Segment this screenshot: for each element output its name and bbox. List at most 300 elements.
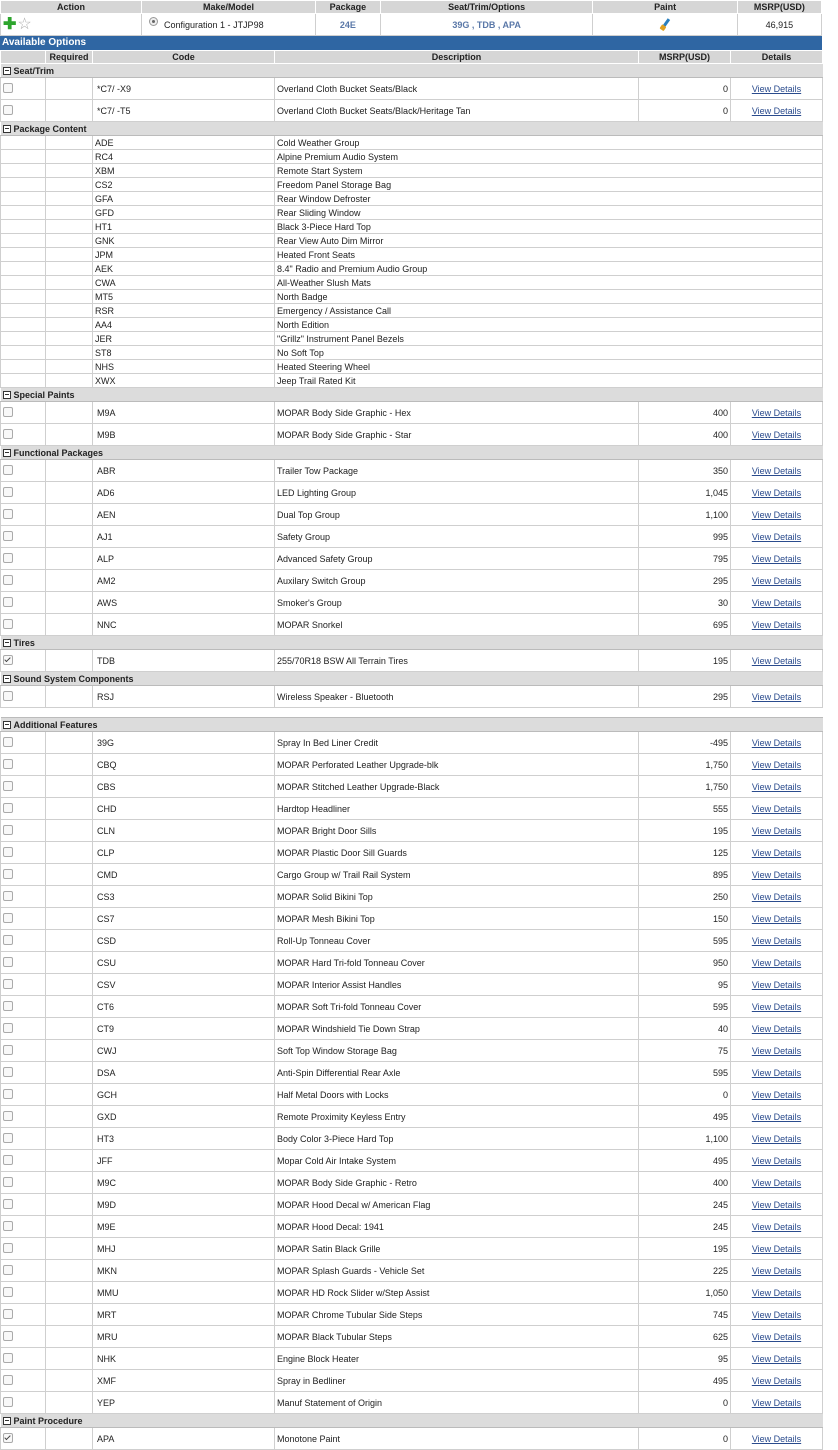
option-code: MT5 [93, 290, 275, 304]
option-description: Freedom Panel Storage Bag [275, 178, 823, 192]
view-details-link[interactable]: View Details [731, 820, 823, 842]
view-details-link[interactable]: View Details [731, 732, 823, 754]
select-cell [1, 886, 46, 908]
total-msrp: 46,915 [737, 14, 821, 36]
package-content-row [1, 290, 823, 304]
option-checkbox[interactable] [3, 553, 13, 563]
view-details-link[interactable]: View Details [731, 78, 823, 100]
option-checkbox[interactable] [3, 825, 13, 835]
option-code: MRT [93, 1304, 275, 1326]
select-cell [1, 776, 46, 798]
option-description: Remote Start System [275, 164, 823, 178]
option-checkbox[interactable] [3, 1001, 13, 1011]
select-cell [1, 650, 46, 672]
required-cell [46, 952, 93, 974]
required-cell [46, 974, 93, 996]
required-cell [46, 842, 93, 864]
view-details-link[interactable]: View Details [731, 570, 823, 592]
option-msrp: 250 [639, 886, 731, 908]
required-cell [46, 820, 93, 842]
section-label: Special Paints [13, 389, 75, 400]
option-description: MOPAR Windshield Tie Down Strap [275, 1018, 639, 1040]
view-details-link[interactable]: View Details [731, 864, 823, 886]
empty-cell [1, 346, 46, 360]
required-cell [46, 192, 93, 206]
view-details-link[interactable]: View Details [731, 930, 823, 952]
section-label: Additional Features [13, 719, 98, 730]
option-msrp: 495 [639, 1106, 731, 1128]
option-code: TDB [93, 650, 275, 672]
view-details-link[interactable]: View Details [731, 1084, 823, 1106]
option-msrp: 150 [639, 908, 731, 930]
option-description: Anti-Spin Differential Rear Axle [275, 1062, 639, 1084]
option-description: No Soft Top [275, 346, 823, 360]
option-checkbox[interactable] [3, 759, 13, 769]
option-checkbox[interactable] [3, 655, 13, 665]
option-checkbox[interactable] [3, 429, 13, 439]
required-cell [46, 864, 93, 886]
option-checkbox[interactable] [3, 1111, 13, 1121]
option-msrp: 1,050 [639, 1282, 731, 1304]
option-checkbox[interactable] [3, 1133, 13, 1143]
option-code: AA4 [93, 318, 275, 332]
section-title[interactable] [1, 64, 823, 78]
option-description: 255/70R18 BSW All Terrain Tires [275, 650, 639, 672]
option-description: MOPAR Interior Assist Handles [275, 974, 639, 996]
view-details-link[interactable]: View Details [731, 886, 823, 908]
option-description: Overland Cloth Bucket Seats/Black/Heritage Tan [275, 100, 639, 122]
view-details-link[interactable]: View Details [731, 1238, 823, 1260]
view-details-link[interactable]: View Details [731, 1194, 823, 1216]
option-description: Smoker's Group [275, 592, 639, 614]
view-details-link[interactable]: View Details [731, 754, 823, 776]
option-msrp: 1,100 [639, 1128, 731, 1150]
option-msrp: 400 [639, 424, 731, 446]
required-cell [46, 1260, 93, 1282]
option-description: MOPAR Body Side Graphic - Retro [275, 1172, 639, 1194]
option-msrp: 695 [639, 614, 731, 636]
option-checkbox[interactable] [3, 869, 13, 879]
collapse-icon[interactable] [3, 391, 11, 399]
section-header-seat_trim[interactable] [1, 64, 823, 78]
required-cell [46, 234, 93, 248]
option-checkbox[interactable] [3, 1309, 13, 1319]
section-title[interactable] [1, 446, 823, 460]
select-cell [1, 1326, 46, 1348]
option-checkbox[interactable] [3, 1243, 13, 1253]
view-details-link[interactable]: View Details [731, 100, 823, 122]
view-details-link[interactable]: View Details [731, 1040, 823, 1062]
option-description: Wireless Speaker - Bluetooth [275, 686, 639, 708]
option-description: Engine Block Heater [275, 1348, 639, 1370]
option-checkbox[interactable] [3, 407, 13, 417]
section-header-functional_packages[interactable] [1, 446, 823, 460]
option-description: North Badge [275, 290, 823, 304]
option-msrp: 1,045 [639, 482, 731, 504]
view-details-link[interactable]: View Details [731, 908, 823, 930]
required-cell [46, 150, 93, 164]
empty-cell [1, 290, 46, 304]
action-cell [1, 14, 142, 36]
option-msrp: 495 [639, 1370, 731, 1392]
option-code: RSJ [93, 686, 275, 708]
required-cell [46, 1150, 93, 1172]
option-description: Hardtop Headliner [275, 798, 639, 820]
required-cell [46, 374, 93, 388]
option-row [1, 732, 823, 754]
view-details-link[interactable]: View Details [731, 460, 823, 482]
package-content-row [1, 136, 823, 150]
view-details-link[interactable]: View Details [731, 482, 823, 504]
option-description: Mopar Cold Air Intake System [275, 1150, 639, 1172]
option-code: NHS [93, 360, 275, 374]
option-checkbox[interactable] [3, 1265, 13, 1275]
option-checkbox[interactable] [3, 979, 13, 989]
option-checkbox[interactable] [3, 105, 13, 115]
required-cell [46, 460, 93, 482]
required-cell [46, 754, 93, 776]
option-checkbox[interactable] [3, 1067, 13, 1077]
option-row [1, 504, 823, 526]
required-cell [46, 776, 93, 798]
option-row [1, 1084, 823, 1106]
option-row [1, 864, 823, 886]
option-description: Alpine Premium Audio System [275, 150, 823, 164]
view-details-link[interactable]: View Details [731, 1106, 823, 1128]
section-header-paint_procedure[interactable] [1, 1414, 823, 1428]
section-header-package_content[interactable] [1, 122, 823, 136]
selected-options: 39G , TDB , APA [380, 14, 593, 36]
option-code: M9D [93, 1194, 275, 1216]
empty-cell [1, 332, 46, 346]
option-description: MOPAR Mesh Bikini Top [275, 908, 639, 930]
collapse-icon[interactable] [3, 1417, 11, 1425]
required-cell [46, 424, 93, 446]
option-row [1, 526, 823, 548]
option-code: DSA [93, 1062, 275, 1084]
view-details-link[interactable]: View Details [731, 1128, 823, 1150]
empty-cell [1, 374, 46, 388]
option-code: XWX [93, 374, 275, 388]
view-details-link[interactable]: View Details [731, 1304, 823, 1326]
option-description: Trailer Tow Package [275, 460, 639, 482]
view-details-link[interactable]: View Details [731, 1370, 823, 1392]
option-checkbox[interactable] [3, 1433, 13, 1443]
option-checkbox[interactable] [3, 531, 13, 541]
option-checkbox[interactable] [3, 935, 13, 945]
option-checkbox[interactable] [3, 575, 13, 585]
view-details-link[interactable]: View Details [731, 1326, 823, 1348]
section-title[interactable] [1, 672, 823, 686]
view-details-link[interactable]: View Details [731, 1428, 823, 1450]
view-details-link[interactable]: View Details [731, 526, 823, 548]
view-details-link[interactable]: View Details [731, 1062, 823, 1084]
empty-cell [1, 276, 46, 290]
option-description: 8.4" Radio and Premium Audio Group [275, 262, 823, 276]
collapse-icon[interactable] [3, 67, 11, 75]
empty-cell [1, 178, 46, 192]
select-cell [1, 78, 46, 100]
select-cell [1, 908, 46, 930]
select-cell [1, 686, 46, 708]
option-code: XMF [93, 1370, 275, 1392]
view-details-link[interactable]: View Details [731, 1172, 823, 1194]
view-details-link[interactable]: View Details [731, 402, 823, 424]
select-cell [1, 996, 46, 1018]
package-content-row [1, 248, 823, 262]
option-checkbox[interactable] [3, 957, 13, 967]
section-label: Functional Packages [13, 447, 104, 458]
option-code: *C7/ -T5 [93, 100, 275, 122]
option-description: Heated Front Seats [275, 248, 823, 262]
view-details-link[interactable]: View Details [731, 974, 823, 996]
option-code: AM2 [93, 570, 275, 592]
view-details-link[interactable]: View Details [731, 996, 823, 1018]
collapse-icon[interactable] [3, 675, 11, 683]
option-msrp: 195 [639, 650, 731, 672]
option-code: RSR [93, 304, 275, 318]
col-msrp: MSRP(USD) [737, 1, 821, 14]
package-content-row [1, 318, 823, 332]
option-row [1, 930, 823, 952]
option-msrp: 895 [639, 864, 731, 886]
empty-cell [1, 192, 46, 206]
col-details: Details [731, 51, 823, 64]
option-checkbox[interactable] [3, 1353, 13, 1363]
option-code: AEN [93, 504, 275, 526]
option-description: MOPAR Stitched Leather Upgrade-Black [275, 776, 639, 798]
view-details-link[interactable]: View Details [731, 798, 823, 820]
option-checkbox[interactable] [3, 847, 13, 857]
option-msrp: 295 [639, 570, 731, 592]
collapse-icon[interactable] [3, 449, 11, 457]
option-checkbox[interactable] [3, 83, 13, 93]
section-label: Tires [13, 637, 35, 648]
option-msrp: 595 [639, 1062, 731, 1084]
select-cell [1, 1084, 46, 1106]
option-description: Rear View Auto Dim Mirror [275, 234, 823, 248]
section-header-additional[interactable] [1, 718, 823, 732]
option-checkbox[interactable] [3, 691, 13, 701]
select-cell [1, 526, 46, 548]
required-cell [46, 360, 93, 374]
required-cell [46, 886, 93, 908]
option-msrp: 1,750 [639, 776, 731, 798]
option-checkbox[interactable] [3, 1287, 13, 1297]
view-details-link[interactable]: View Details [731, 1392, 823, 1414]
view-details-link[interactable]: View Details [731, 650, 823, 672]
option-msrp: 625 [639, 1326, 731, 1348]
config-radio[interactable] [149, 17, 158, 26]
select-cell [1, 1106, 46, 1128]
required-cell [46, 276, 93, 290]
view-details-link[interactable]: View Details [731, 1018, 823, 1040]
option-checkbox[interactable] [3, 1089, 13, 1099]
option-msrp: 245 [639, 1194, 731, 1216]
required-cell [46, 304, 93, 318]
option-msrp: 195 [639, 1238, 731, 1260]
option-code: XBM [93, 164, 275, 178]
select-cell [1, 754, 46, 776]
option-checkbox[interactable] [3, 781, 13, 791]
empty-cell [1, 318, 46, 332]
option-row [1, 548, 823, 570]
option-description: Safety Group [275, 526, 639, 548]
required-cell [46, 686, 93, 708]
option-checkbox[interactable] [3, 913, 13, 923]
option-checkbox[interactable] [3, 1023, 13, 1033]
view-details-link[interactable]: View Details [731, 1348, 823, 1370]
option-row [1, 908, 823, 930]
config-label: Configuration 1 - [164, 20, 231, 30]
option-row [1, 1348, 823, 1370]
option-checkbox[interactable] [3, 1221, 13, 1231]
empty-cell [1, 234, 46, 248]
select-cell [1, 798, 46, 820]
select-cell [1, 1018, 46, 1040]
option-checkbox[interactable] [3, 1375, 13, 1385]
option-checkbox[interactable] [3, 737, 13, 747]
view-details-link[interactable]: View Details [731, 1216, 823, 1238]
collapse-icon[interactable] [3, 125, 11, 133]
select-cell [1, 402, 46, 424]
add-icon[interactable]: ✚ [3, 15, 17, 33]
col-make-model: Make/Model [142, 1, 316, 14]
option-row [1, 974, 823, 996]
option-msrp: 0 [639, 78, 731, 100]
option-msrp: 595 [639, 930, 731, 952]
option-row [1, 686, 823, 708]
required-cell [46, 402, 93, 424]
option-description: MOPAR Hard Tri-fold Tonneau Cover [275, 952, 639, 974]
required-cell [46, 592, 93, 614]
section-header-special_paints[interactable] [1, 388, 823, 402]
package-code: 24E [315, 14, 380, 36]
option-checkbox[interactable] [3, 1155, 13, 1165]
option-description: MOPAR Perforated Leather Upgrade-blk [275, 754, 639, 776]
option-checkbox[interactable] [3, 487, 13, 497]
option-row [1, 614, 823, 636]
option-checkbox[interactable] [3, 465, 13, 475]
section-title[interactable] [1, 1414, 823, 1428]
required-cell [46, 248, 93, 262]
view-details-link[interactable]: View Details [731, 952, 823, 974]
option-checkbox[interactable] [3, 891, 13, 901]
section-header-sound[interactable] [1, 672, 823, 686]
section-label: Sound System Components [13, 673, 134, 684]
section-header-tires[interactable] [1, 636, 823, 650]
section-title[interactable] [1, 388, 823, 402]
option-row [1, 650, 823, 672]
view-details-link[interactable]: View Details [731, 776, 823, 798]
select-cell [1, 820, 46, 842]
collapse-icon[interactable] [3, 639, 11, 647]
view-details-link[interactable]: View Details [731, 686, 823, 708]
options-table [0, 50, 823, 1450]
required-cell [46, 504, 93, 526]
option-row [1, 1216, 823, 1238]
select-cell [1, 614, 46, 636]
view-details-link[interactable]: View Details [731, 842, 823, 864]
model-code: JTJP98 [233, 20, 264, 30]
section-title[interactable] [1, 718, 823, 732]
view-details-link[interactable]: View Details [731, 424, 823, 446]
required-cell [46, 548, 93, 570]
option-msrp: 745 [639, 1304, 731, 1326]
option-checkbox[interactable] [3, 803, 13, 813]
option-code: GNK [93, 234, 275, 248]
required-cell [46, 346, 93, 360]
select-cell [1, 1428, 46, 1450]
select-cell [1, 1040, 46, 1062]
view-details-link[interactable]: View Details [731, 592, 823, 614]
view-details-link[interactable]: View Details [731, 1260, 823, 1282]
option-checkbox[interactable] [3, 1397, 13, 1407]
collapse-icon[interactable] [3, 721, 11, 729]
option-description: Half Metal Doors with Locks [275, 1084, 639, 1106]
option-msrp: 95 [639, 1348, 731, 1370]
option-msrp: 75 [639, 1040, 731, 1062]
option-code: JFF [93, 1150, 275, 1172]
option-checkbox[interactable] [3, 509, 13, 519]
view-details-link[interactable]: View Details [731, 614, 823, 636]
section-label: Package Content [13, 123, 87, 134]
section-title[interactable] [1, 636, 823, 650]
empty-cell [1, 164, 46, 178]
select-cell [1, 1304, 46, 1326]
option-code: 39G [93, 732, 275, 754]
option-msrp: 195 [639, 820, 731, 842]
paint-brush-icon[interactable] [660, 18, 669, 30]
option-code: AEK [93, 262, 275, 276]
option-row [1, 776, 823, 798]
view-details-link[interactable]: View Details [731, 548, 823, 570]
option-code: MKN [93, 1260, 275, 1282]
option-msrp: 40 [639, 1018, 731, 1040]
required-cell [46, 570, 93, 592]
option-row [1, 1128, 823, 1150]
required-cell [46, 100, 93, 122]
view-details-link[interactable]: View Details [731, 1282, 823, 1304]
section-label: Paint Procedure [13, 1415, 83, 1426]
option-description: MOPAR Hood Decal w/ American Flag [275, 1194, 639, 1216]
section-title[interactable] [1, 122, 823, 136]
option-code: AWS [93, 592, 275, 614]
select-cell [1, 1238, 46, 1260]
col-code: Code [93, 51, 275, 64]
option-description: Dual Top Group [275, 504, 639, 526]
select-cell [1, 1062, 46, 1084]
option-code: HT1 [93, 220, 275, 234]
select-cell [1, 930, 46, 952]
favorite-star-icon[interactable]: ☆ [17, 15, 32, 33]
view-details-link[interactable]: View Details [731, 1150, 823, 1172]
option-checkbox[interactable] [3, 1045, 13, 1055]
option-checkbox[interactable] [3, 1199, 13, 1209]
option-checkbox[interactable] [3, 619, 13, 629]
option-row [1, 886, 823, 908]
option-description: MOPAR Hood Decal: 1941 [275, 1216, 639, 1238]
option-checkbox[interactable] [3, 1177, 13, 1187]
select-cell [1, 864, 46, 886]
option-code: CWA [93, 276, 275, 290]
option-checkbox[interactable] [3, 1331, 13, 1341]
view-details-link[interactable]: View Details [731, 504, 823, 526]
option-code: CS7 [93, 908, 275, 930]
option-checkbox[interactable] [3, 597, 13, 607]
option-description: Cold Weather Group [275, 136, 823, 150]
option-row [1, 1392, 823, 1414]
